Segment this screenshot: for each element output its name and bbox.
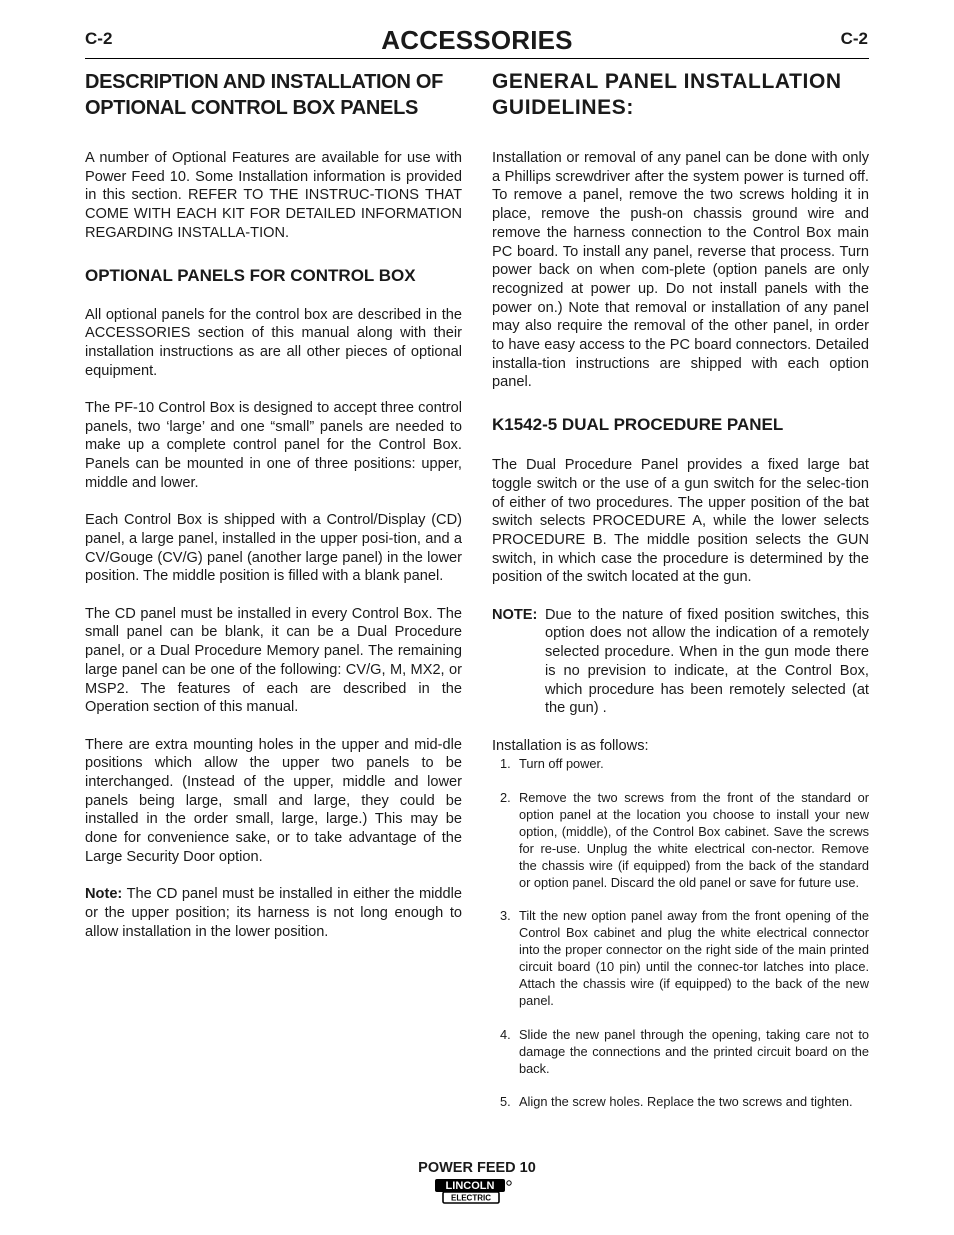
note-paragraph [85,885,462,941]
step-number: 3. [500,908,511,924]
paragraph-shipped-panels: Each Control Box is shipped with a Control/Display (CD) panel, a large panel, installed in the upper posi-tion, and a CV/Gouge (CV/G) panel (another large panel) in the lower position. The middle position is filled with a blank panel. [85,512,462,585]
note-label: Note: [85,886,123,903]
step-number: 5. [500,1094,511,1110]
installation-steps [492,756,869,1111]
right-column [492,69,869,1111]
logo-top-text: LINCOLN [445,1180,495,1193]
intro-paragraph: A number of Optional Features are available for use with Power Feed 10. Some Installation information is provided in this section. REFER TO THE INSTRUC-TIONS THAT COME WITH EACH KIT FOR DETAILED INFORMATION REGARDING INSTALLA-TION. [85,150,462,241]
registered-mark-icon [507,1181,511,1185]
paragraph-mounting-holes: There are extra mounting holes in the upper and mid-dle positions which allow the upper two panels to be interchanged. (Instead of the upper, middle and lower panels being large, small and large, they could be installed in the order small, large, large.) This may be done for convenience sake, or to take advantage of the Large Security Door option. [85,736,462,865]
step-number: 4. [500,1026,511,1042]
paragraph-optional-panels: All optional panels for the control box are described in the ACCESSORIES section of this manual along with their installation instructions as are all other pieces of optional equipment. [85,306,462,379]
list-item [492,1094,869,1111]
step-number: 1. [500,756,511,772]
page-title: ACCESSORIES [381,25,573,55]
list-item [492,908,869,1009]
list-item [492,790,869,891]
logo-bottom-text: ELECTRIC [451,1193,491,1203]
page-number-right: C-2 [840,29,868,48]
step-text: Slide the new panel through the opening, taking care not to damage the connections and the printed circuit board on the back. [519,1026,869,1076]
lincoln-electric-logo [433,1177,519,1205]
header-rule [85,58,869,59]
subheading-optional-panels: OPTIONAL PANELS FOR CONTROL BOX [85,265,416,285]
footer-product-name: POWER FEED 10 [418,1160,536,1176]
note-block [492,606,869,718]
note-text: Due to the nature of fixed position switches, this option does not allow the indication of a remotely selected procedure. When in the gun mode there is no prevision to indicate, at the Control Box, which procedure has been remotely selected (at the gun) . [545,606,869,717]
section-heading-guidelines: GENERAL PANEL INSTALLATION GUIDELINES: [492,70,842,119]
installation-intro: Installation is as follows: [492,737,649,754]
paragraph-control-box: The PF-10 Control Box is designed to accept three control panels, two ‘large’ and one “small” panels are needed to make up a complete control panel for the Control Box. Panels can be mounted in one of three positions: upper, middle and lower. [85,400,462,491]
paragraph-cd-panel: The CD panel must be installed in every Control Box. The small panel can be blank, it can be a Dual Procedure panel, or a Dual Procedure Memory panel. The remaining large panel can be one of the following: CV/G, M, MX2, or MSP2. The features of each are described in the Operation section of this manual. [85,605,462,716]
list-item [492,756,869,773]
page-number-left: C-2 [85,29,113,48]
left-column [85,69,462,941]
note-text: The CD panel must be installed in either the middle or the upper position; its harness is not long enough to allow installation in the lower position. [85,886,462,940]
subheading-dual-procedure: K1542-5 DUAL PROCEDURE PANEL [492,415,784,435]
step-text: Align the screw holes. Replace the two screws and tighten. [519,1094,853,1110]
step-text: Remove the two screws from the front of the standard or option panel at the location you choose to install your new option, (middle), of the Control Box cabinet. Save the screws for re-use. Unplug the white electrical con-nector. Remove the chassis wire (if equipped) from the back of the standard or option panel. Discard the old panel or save for future use. [519,790,869,890]
section-heading-description: DESCRIPTION AND INSTALLATION OF OPTIONAL CONTROL BOX PANELS [85,71,444,119]
list-item [492,1027,869,1078]
note-label: NOTE: [492,606,538,623]
step-number: 2. [500,790,511,806]
paragraph-guidelines: Installation or removal of any panel can be done with only a Phillips screwdriver after the system power is turned off. To remove a panel, remove the two screws holding it in place, remove the push-on chassis ground wire and remove the harness connection to the Control Box main PC board. To install any panel, reverse that process. Turn power back on when com-plete (option panels are only recognized at power up. Do not install panels with the power on.) Note that removal or installation of any panel may also require the removal of the other panel, in order to have easy access to the PC board connectors. Detailed installa-tion instructions are shipped with each option panel. [492,150,869,391]
step-text: Turn off power. [519,756,604,772]
paragraph-dual-procedure: The Dual Procedure Panel provides a fixed large bat toggle switch or the use of a gun switch for the selec-tion of either of two procedures. The upper position of the bat switch selects PROCEDURE A, while the lower selects PROCEDURE B. The middle position selects the GUN switch, in which case the procedure is determined by the position of the switch located at the gun. [492,457,869,586]
step-text: Tilt the new option panel away from the front opening of the Control Box cabinet and plug the white electrical connector into the proper connector on the right side of the main printed circuit board (10 pin) until the connec-tor latches into place. Attach the chassis wire (if equipped) to the back of the new panel. [519,908,869,1009]
